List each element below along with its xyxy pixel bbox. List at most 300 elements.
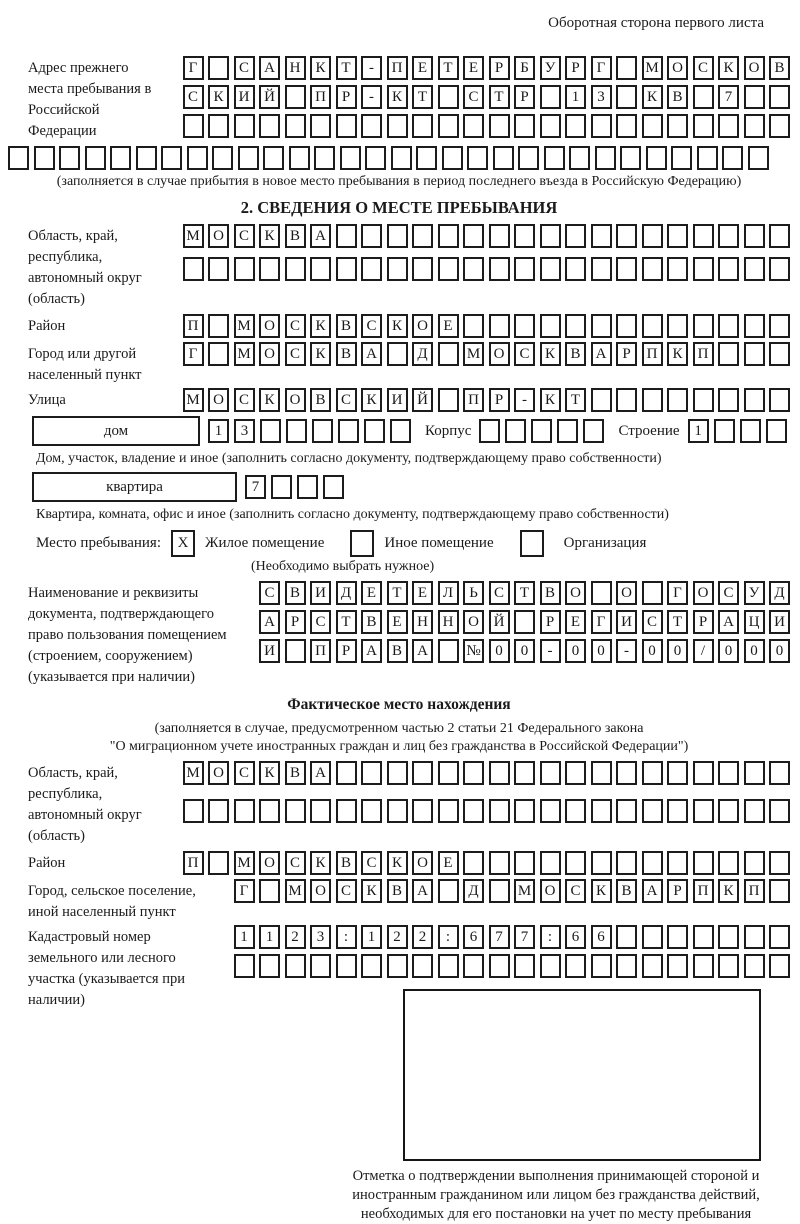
- char-cell[interactable]: [565, 314, 586, 338]
- char-cell[interactable]: П: [310, 85, 331, 109]
- char-cell[interactable]: [642, 954, 663, 978]
- char-cell[interactable]: [642, 851, 663, 875]
- char-cell[interactable]: А: [259, 56, 280, 80]
- char-cell[interactable]: 3: [310, 925, 331, 949]
- char-cell[interactable]: К: [387, 314, 408, 338]
- char-cell[interactable]: [565, 224, 586, 248]
- char-cell[interactable]: [693, 761, 714, 785]
- char-cell[interactable]: Е: [463, 56, 484, 80]
- char-cell[interactable]: [744, 799, 765, 823]
- char-cell[interactable]: [540, 85, 561, 109]
- char-cell[interactable]: С: [285, 342, 306, 366]
- char-cell[interactable]: О: [540, 879, 561, 903]
- char-cell[interactable]: :: [540, 925, 561, 949]
- char-cell[interactable]: [361, 257, 382, 281]
- char-cell[interactable]: [616, 388, 637, 412]
- char-cell[interactable]: К: [310, 342, 331, 366]
- char-cell[interactable]: С: [336, 388, 357, 412]
- char-cell[interactable]: В: [387, 879, 408, 903]
- char-cell[interactable]: Р: [514, 85, 535, 109]
- char-cell[interactable]: 6: [591, 925, 612, 949]
- char-cell[interactable]: -: [514, 388, 535, 412]
- char-cell[interactable]: [364, 419, 385, 443]
- char-cell[interactable]: Й: [412, 388, 433, 412]
- char-cell[interactable]: [769, 257, 790, 281]
- char-cell[interactable]: Т: [387, 581, 408, 605]
- char-cell[interactable]: [697, 146, 718, 170]
- char-cell[interactable]: [722, 146, 743, 170]
- char-cell[interactable]: П: [693, 342, 714, 366]
- char-cell[interactable]: 0: [718, 639, 739, 663]
- char-cell[interactable]: [365, 146, 386, 170]
- char-cell[interactable]: С: [234, 224, 255, 248]
- char-cell[interactable]: [259, 879, 280, 903]
- char-cell[interactable]: [336, 761, 357, 785]
- char-cell[interactable]: М: [183, 388, 204, 412]
- char-cell[interactable]: [310, 799, 331, 823]
- char-cell[interactable]: [412, 954, 433, 978]
- checkbox-residential[interactable]: X: [171, 530, 195, 557]
- char-cell[interactable]: Г: [667, 581, 688, 605]
- char-cell[interactable]: [591, 799, 612, 823]
- char-cell[interactable]: [259, 954, 280, 978]
- char-cell[interactable]: С: [361, 851, 382, 875]
- char-cell[interactable]: [505, 419, 526, 443]
- char-cell[interactable]: [693, 799, 714, 823]
- char-cell[interactable]: Р: [285, 610, 306, 634]
- char-cell[interactable]: И: [769, 610, 790, 634]
- char-cell[interactable]: 0: [642, 639, 663, 663]
- char-cell[interactable]: С: [642, 610, 663, 634]
- char-cell[interactable]: [569, 146, 590, 170]
- char-cell[interactable]: [667, 761, 688, 785]
- char-cell[interactable]: 3: [234, 419, 255, 443]
- char-cell[interactable]: О: [310, 879, 331, 903]
- char-cell[interactable]: О: [744, 56, 765, 80]
- char-cell[interactable]: [183, 799, 204, 823]
- char-cell[interactable]: Р: [336, 85, 357, 109]
- char-cell[interactable]: [463, 799, 484, 823]
- char-cell[interactable]: О: [489, 342, 510, 366]
- char-cell[interactable]: О: [208, 388, 229, 412]
- char-cell[interactable]: [463, 954, 484, 978]
- char-cell[interactable]: [769, 314, 790, 338]
- char-cell[interactable]: Н: [438, 610, 459, 634]
- char-cell[interactable]: [340, 146, 361, 170]
- char-cell[interactable]: [540, 799, 561, 823]
- char-cell[interactable]: [183, 257, 204, 281]
- char-cell[interactable]: [208, 314, 229, 338]
- char-cell[interactable]: [514, 610, 535, 634]
- char-cell[interactable]: [489, 879, 510, 903]
- char-cell[interactable]: Б: [514, 56, 535, 80]
- char-cell[interactable]: [744, 388, 765, 412]
- char-cell[interactable]: Е: [412, 56, 433, 80]
- char-cell[interactable]: [718, 257, 739, 281]
- char-cell[interactable]: [289, 146, 310, 170]
- char-cell[interactable]: [489, 224, 510, 248]
- char-cell[interactable]: Т: [667, 610, 688, 634]
- char-cell[interactable]: [744, 314, 765, 338]
- char-cell[interactable]: [438, 257, 459, 281]
- char-cell[interactable]: [285, 85, 306, 109]
- char-cell[interactable]: С: [336, 879, 357, 903]
- char-cell[interactable]: В: [361, 610, 382, 634]
- char-cell[interactable]: [667, 799, 688, 823]
- char-cell[interactable]: С: [310, 610, 331, 634]
- char-cell[interactable]: Р: [565, 56, 586, 80]
- char-cell[interactable]: Р: [540, 610, 561, 634]
- char-cell[interactable]: [744, 954, 765, 978]
- char-cell[interactable]: [336, 799, 357, 823]
- char-cell[interactable]: [616, 85, 637, 109]
- char-cell[interactable]: Г: [591, 56, 612, 80]
- char-cell[interactable]: В: [336, 851, 357, 875]
- char-cell[interactable]: [769, 851, 790, 875]
- char-cell[interactable]: К: [310, 851, 331, 875]
- char-cell[interactable]: Н: [412, 610, 433, 634]
- char-cell[interactable]: [667, 257, 688, 281]
- char-cell[interactable]: [544, 146, 565, 170]
- char-cell[interactable]: Т: [412, 85, 433, 109]
- char-cell[interactable]: [259, 799, 280, 823]
- char-cell[interactable]: С: [259, 581, 280, 605]
- char-cell[interactable]: С: [693, 56, 714, 80]
- char-cell[interactable]: О: [208, 761, 229, 785]
- char-cell[interactable]: А: [642, 879, 663, 903]
- char-cell[interactable]: [286, 419, 307, 443]
- char-cell[interactable]: [748, 146, 769, 170]
- char-cell[interactable]: К: [310, 314, 331, 338]
- char-cell[interactable]: [259, 114, 280, 138]
- char-cell[interactable]: №: [463, 639, 484, 663]
- char-cell[interactable]: [616, 257, 637, 281]
- char-cell[interactable]: 0: [489, 639, 510, 663]
- char-cell[interactable]: [616, 925, 637, 949]
- char-cell[interactable]: [489, 851, 510, 875]
- char-cell[interactable]: [387, 257, 408, 281]
- char-cell[interactable]: [489, 257, 510, 281]
- char-cell[interactable]: [187, 146, 208, 170]
- char-cell[interactable]: [514, 314, 535, 338]
- char-cell[interactable]: Р: [489, 56, 510, 80]
- char-cell[interactable]: [438, 761, 459, 785]
- char-cell[interactable]: П: [642, 342, 663, 366]
- char-cell[interactable]: [693, 388, 714, 412]
- char-cell[interactable]: [285, 799, 306, 823]
- char-cell[interactable]: [518, 146, 539, 170]
- char-cell[interactable]: П: [183, 314, 204, 338]
- char-cell[interactable]: [714, 419, 735, 443]
- char-cell[interactable]: [591, 954, 612, 978]
- char-cell[interactable]: Т: [336, 56, 357, 80]
- char-cell[interactable]: Г: [591, 610, 612, 634]
- char-cell[interactable]: А: [361, 639, 382, 663]
- char-cell[interactable]: [514, 224, 535, 248]
- char-cell[interactable]: С: [361, 314, 382, 338]
- char-cell[interactable]: П: [183, 851, 204, 875]
- char-cell[interactable]: О: [667, 56, 688, 80]
- char-cell[interactable]: С: [463, 85, 484, 109]
- char-cell[interactable]: В: [565, 342, 586, 366]
- char-cell[interactable]: [438, 639, 459, 663]
- char-cell[interactable]: [412, 799, 433, 823]
- char-cell[interactable]: [769, 388, 790, 412]
- char-cell[interactable]: [769, 761, 790, 785]
- char-cell[interactable]: 1: [688, 419, 709, 443]
- char-cell[interactable]: [412, 224, 433, 248]
- char-cell[interactable]: [616, 224, 637, 248]
- char-cell[interactable]: Р: [693, 610, 714, 634]
- char-cell[interactable]: Р: [667, 879, 688, 903]
- char-cell[interactable]: В: [336, 342, 357, 366]
- char-cell[interactable]: Г: [183, 342, 204, 366]
- char-cell[interactable]: [412, 761, 433, 785]
- char-cell[interactable]: [310, 257, 331, 281]
- char-cell[interactable]: В: [285, 761, 306, 785]
- char-cell[interactable]: 0: [514, 639, 535, 663]
- char-cell[interactable]: [693, 85, 714, 109]
- char-cell[interactable]: [769, 799, 790, 823]
- char-cell[interactable]: 2: [285, 925, 306, 949]
- char-cell[interactable]: [766, 419, 787, 443]
- char-cell[interactable]: Р: [616, 342, 637, 366]
- char-cell[interactable]: [438, 114, 459, 138]
- char-cell[interactable]: 0: [565, 639, 586, 663]
- char-cell[interactable]: [110, 146, 131, 170]
- char-cell[interactable]: [591, 224, 612, 248]
- char-cell[interactable]: [136, 146, 157, 170]
- char-cell[interactable]: [565, 761, 586, 785]
- char-cell[interactable]: [642, 761, 663, 785]
- char-cell[interactable]: [263, 146, 284, 170]
- char-cell[interactable]: [463, 257, 484, 281]
- char-cell[interactable]: А: [412, 639, 433, 663]
- char-cell[interactable]: И: [616, 610, 637, 634]
- char-cell[interactable]: [463, 761, 484, 785]
- char-cell[interactable]: [591, 388, 612, 412]
- char-cell[interactable]: [336, 224, 357, 248]
- char-cell[interactable]: К: [540, 388, 561, 412]
- char-cell[interactable]: Р: [489, 388, 510, 412]
- char-cell[interactable]: [387, 954, 408, 978]
- char-cell[interactable]: [540, 761, 561, 785]
- char-cell[interactable]: [540, 114, 561, 138]
- char-cell[interactable]: С: [183, 85, 204, 109]
- char-cell[interactable]: А: [361, 342, 382, 366]
- char-cell[interactable]: [438, 954, 459, 978]
- char-cell[interactable]: [693, 851, 714, 875]
- char-cell[interactable]: [642, 224, 663, 248]
- char-cell[interactable]: [718, 799, 739, 823]
- char-cell[interactable]: Й: [489, 610, 510, 634]
- char-cell[interactable]: 7: [489, 925, 510, 949]
- char-cell[interactable]: У: [540, 56, 561, 80]
- char-cell[interactable]: Г: [183, 56, 204, 80]
- char-cell[interactable]: К: [259, 224, 280, 248]
- char-cell[interactable]: -: [361, 56, 382, 80]
- char-cell[interactable]: [693, 114, 714, 138]
- char-cell[interactable]: [744, 925, 765, 949]
- char-cell[interactable]: О: [412, 851, 433, 875]
- char-cell[interactable]: [591, 257, 612, 281]
- char-cell[interactable]: [646, 146, 667, 170]
- char-cell[interactable]: [412, 257, 433, 281]
- char-cell[interactable]: [565, 954, 586, 978]
- char-cell[interactable]: 6: [463, 925, 484, 949]
- char-cell[interactable]: [416, 146, 437, 170]
- char-cell[interactable]: [161, 146, 182, 170]
- char-cell[interactable]: В: [310, 388, 331, 412]
- char-cell[interactable]: [531, 419, 552, 443]
- char-cell[interactable]: 7: [514, 925, 535, 949]
- char-cell[interactable]: Т: [438, 56, 459, 80]
- char-cell[interactable]: И: [234, 85, 255, 109]
- char-cell[interactable]: [744, 851, 765, 875]
- char-cell[interactable]: [693, 224, 714, 248]
- char-cell[interactable]: [718, 954, 739, 978]
- char-cell[interactable]: [493, 146, 514, 170]
- char-cell[interactable]: [285, 954, 306, 978]
- char-cell[interactable]: [514, 114, 535, 138]
- char-cell[interactable]: Т: [514, 581, 535, 605]
- char-cell[interactable]: [718, 388, 739, 412]
- char-cell[interactable]: П: [744, 879, 765, 903]
- char-cell[interactable]: [208, 56, 229, 80]
- char-cell[interactable]: [616, 314, 637, 338]
- char-cell[interactable]: 1: [259, 925, 280, 949]
- char-cell[interactable]: К: [642, 85, 663, 109]
- char-cell[interactable]: [234, 257, 255, 281]
- char-cell[interactable]: Ь: [463, 581, 484, 605]
- char-cell[interactable]: [591, 581, 612, 605]
- char-cell[interactable]: [565, 257, 586, 281]
- char-cell[interactable]: [438, 342, 459, 366]
- char-cell[interactable]: [616, 56, 637, 80]
- char-cell[interactable]: [238, 146, 259, 170]
- char-cell[interactable]: Д: [463, 879, 484, 903]
- char-cell[interactable]: [616, 851, 637, 875]
- char-cell[interactable]: [361, 224, 382, 248]
- char-cell[interactable]: [583, 419, 604, 443]
- char-cell[interactable]: [718, 314, 739, 338]
- char-cell[interactable]: О: [285, 388, 306, 412]
- char-cell[interactable]: [514, 761, 535, 785]
- char-cell[interactable]: [59, 146, 80, 170]
- char-cell[interactable]: [591, 114, 612, 138]
- char-cell[interactable]: [312, 419, 333, 443]
- char-cell[interactable]: [565, 799, 586, 823]
- char-cell[interactable]: В: [387, 639, 408, 663]
- char-cell[interactable]: [693, 925, 714, 949]
- char-cell[interactable]: М: [642, 56, 663, 80]
- char-cell[interactable]: [234, 954, 255, 978]
- char-cell[interactable]: А: [310, 761, 331, 785]
- char-cell[interactable]: [438, 224, 459, 248]
- char-cell[interactable]: [391, 146, 412, 170]
- char-cell[interactable]: [467, 146, 488, 170]
- char-cell[interactable]: [693, 314, 714, 338]
- char-cell[interactable]: [438, 85, 459, 109]
- char-cell[interactable]: [769, 879, 790, 903]
- char-cell[interactable]: С: [234, 56, 255, 80]
- checkbox-organization[interactable]: [520, 530, 544, 557]
- char-cell[interactable]: М: [463, 342, 484, 366]
- char-cell[interactable]: [595, 146, 616, 170]
- char-cell[interactable]: [438, 799, 459, 823]
- char-cell[interactable]: [667, 925, 688, 949]
- char-cell[interactable]: П: [387, 56, 408, 80]
- char-cell[interactable]: [642, 388, 663, 412]
- char-cell[interactable]: [438, 388, 459, 412]
- char-cell[interactable]: 2: [412, 925, 433, 949]
- char-cell[interactable]: К: [667, 342, 688, 366]
- char-cell[interactable]: 6: [565, 925, 586, 949]
- char-cell[interactable]: [336, 114, 357, 138]
- char-cell[interactable]: В: [285, 224, 306, 248]
- char-cell[interactable]: [208, 851, 229, 875]
- char-cell[interactable]: [387, 224, 408, 248]
- char-cell[interactable]: [769, 224, 790, 248]
- char-cell[interactable]: И: [387, 388, 408, 412]
- char-cell[interactable]: [259, 257, 280, 281]
- char-cell[interactable]: Т: [565, 388, 586, 412]
- char-cell[interactable]: [85, 146, 106, 170]
- char-cell[interactable]: К: [310, 56, 331, 80]
- char-cell[interactable]: [489, 314, 510, 338]
- char-cell[interactable]: [183, 114, 204, 138]
- char-cell[interactable]: О: [565, 581, 586, 605]
- char-cell[interactable]: Е: [438, 851, 459, 875]
- char-cell[interactable]: К: [387, 851, 408, 875]
- char-cell[interactable]: О: [693, 581, 714, 605]
- char-cell[interactable]: [565, 851, 586, 875]
- char-cell[interactable]: [514, 257, 535, 281]
- char-cell[interactable]: [667, 224, 688, 248]
- char-cell[interactable]: 7: [718, 85, 739, 109]
- char-cell[interactable]: [667, 114, 688, 138]
- char-cell[interactable]: М: [183, 761, 204, 785]
- char-cell[interactable]: А: [412, 879, 433, 903]
- char-cell[interactable]: [744, 85, 765, 109]
- char-cell[interactable]: [769, 342, 790, 366]
- char-cell[interactable]: В: [769, 56, 790, 80]
- char-cell[interactable]: 0: [744, 639, 765, 663]
- char-cell[interactable]: В: [540, 581, 561, 605]
- char-cell[interactable]: [361, 761, 382, 785]
- char-cell[interactable]: [479, 419, 500, 443]
- char-cell[interactable]: А: [259, 610, 280, 634]
- char-cell[interactable]: 1: [234, 925, 255, 949]
- char-cell[interactable]: К: [591, 879, 612, 903]
- char-cell[interactable]: [744, 224, 765, 248]
- char-cell[interactable]: [591, 851, 612, 875]
- char-cell[interactable]: К: [208, 85, 229, 109]
- char-cell[interactable]: 0: [591, 639, 612, 663]
- char-cell[interactable]: [540, 257, 561, 281]
- char-cell[interactable]: [693, 954, 714, 978]
- char-cell[interactable]: [557, 419, 578, 443]
- char-cell[interactable]: [8, 146, 29, 170]
- char-cell[interactable]: 1: [208, 419, 229, 443]
- char-cell[interactable]: [540, 224, 561, 248]
- char-cell[interactable]: [361, 954, 382, 978]
- char-cell[interactable]: У: [744, 581, 765, 605]
- char-cell[interactable]: [489, 114, 510, 138]
- char-cell[interactable]: К: [540, 342, 561, 366]
- char-cell[interactable]: Й: [259, 85, 280, 109]
- char-cell[interactable]: О: [259, 851, 280, 875]
